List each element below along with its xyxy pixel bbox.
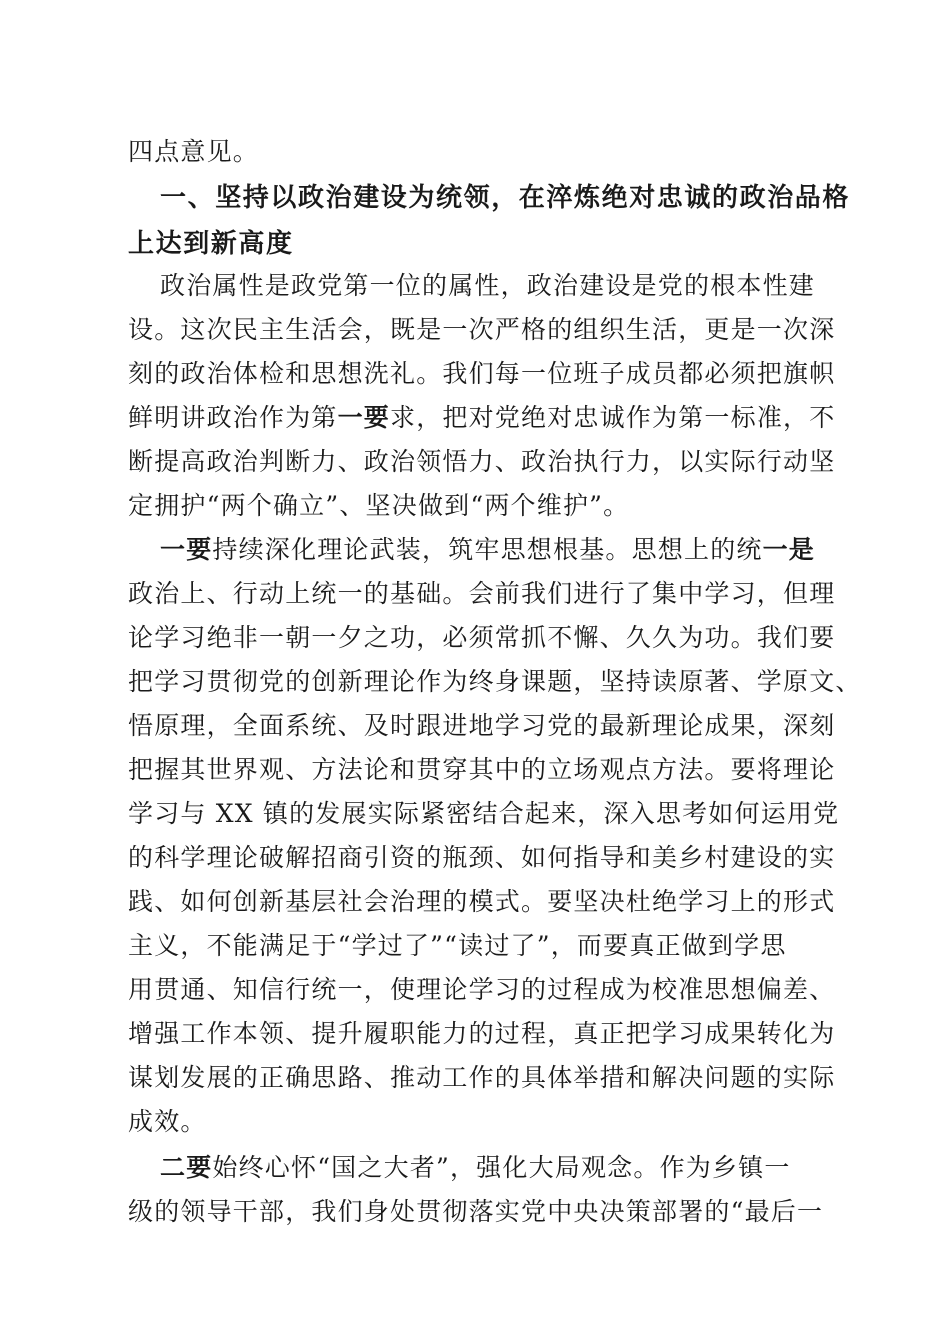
line-text: 断提高政治判断力、政治领悟力、政治执行力，以实际行动坚 — [128, 447, 836, 476]
line-text: 鲜明讲政治作为第 — [128, 403, 338, 432]
line-text: 持续深化理论武装，筑牢思想根基。思想上的统 — [212, 535, 763, 564]
body-line — [0, 662, 950, 702]
body-line — [0, 706, 950, 746]
bold-phrase: 一要 — [337, 403, 391, 432]
body-line — [0, 882, 950, 922]
body-line — [0, 530, 950, 570]
line-text: 学习与 XX 镇的发展实际紧密结合起来，深入思考如何运用党 — [128, 799, 840, 828]
body-line — [0, 398, 950, 438]
heading-text: 上达到新高度 — [128, 229, 294, 259]
body-line — [0, 838, 950, 878]
line-text: 践、如何创新基层社会治理的模式。要坚决杜绝学习上的形式 — [128, 887, 836, 916]
body-line — [0, 266, 950, 306]
body-line — [0, 970, 950, 1010]
line-text: 把学习贯彻党的创新理论作为终身课题，坚持读原著、学原文、 — [128, 667, 862, 696]
body-line — [0, 1148, 950, 1188]
line-text: 把握其世界观、方法论和贯穿其中的立场观点方法。要将理论 — [128, 755, 836, 784]
line-text: 的科学理论破解招商引资的瓶颈、如何指导和美乡村建设的实 — [128, 843, 836, 872]
body-line — [0, 1014, 950, 1054]
line-text: 政治上、行动上统一的基础。会前我们进行了集中学习，但理 — [128, 579, 836, 608]
line-text: 悟原理，全面系统、及时跟进地学习党的最新理论成果，深刻 — [128, 711, 836, 740]
line-text: 谋划发展的正确思路、推动工作的具体举措和解决问题的实际 — [128, 1063, 836, 1092]
body-line — [0, 1192, 950, 1232]
line-text: 定拥护“两个确立”、坚决做到“两个维护”。 — [128, 491, 630, 520]
line-text: 设。这次民主生活会，既是一次严格的组织生活，更是一次深 — [128, 315, 836, 344]
heading-text: 、坚持以政治建设为统领，在淬炼绝对忠诚的政治品格 — [187, 183, 851, 213]
heading-number: 一 — [160, 183, 188, 213]
body-line — [0, 310, 950, 350]
body-line — [0, 618, 950, 658]
line-text: 用贯通、知信行统一，使理论学习的过程成为校准思想偏差、 — [128, 975, 836, 1004]
line-text: 求，把对党绝对忠诚作为第一标准，不 — [390, 403, 836, 432]
line-text: 主义，不能满足于“学过了”“读过了”，而要真正做到学思 — [128, 931, 787, 960]
line-text: 增强工作本领、提升履职能力的过程，真正把学习成果转化为 — [128, 1019, 836, 1048]
line-text: 刻的政治体检和思想洗礼。我们每一位班子成员都必须把旗帜 — [128, 359, 836, 388]
body-line — [0, 486, 950, 526]
section-heading-continued — [0, 224, 950, 264]
body-line — [0, 794, 950, 834]
line-text: 论学习绝非一朝一夕之功，必须常抓不懈、久久为功。我们要 — [128, 623, 836, 652]
body-line — [0, 574, 950, 614]
bold-phrase: 二要 — [160, 1153, 213, 1182]
line-text: 政治属性是政党第一位的属性，政治建设是党的根本性建 — [160, 271, 816, 300]
bold-phrase: 一是 — [762, 535, 816, 564]
line-text: 始终心怀“国之大者”，强化大局观念。作为乡镇一 — [212, 1153, 791, 1182]
body-line — [0, 926, 950, 966]
section-heading — [0, 178, 950, 218]
body-line — [0, 750, 950, 790]
line-text: 级的领导干部，我们身处贯彻落实党中央决策部署的“最后一 — [128, 1197, 824, 1226]
bold-phrase: 一要 — [160, 535, 213, 564]
line-text: 成效。 — [128, 1107, 207, 1136]
body-line — [0, 354, 950, 394]
body-line — [0, 442, 950, 482]
body-line — [0, 1102, 950, 1142]
body-line — [0, 132, 950, 172]
line-text: 四点意见。 — [128, 137, 260, 166]
body-line — [0, 1058, 950, 1098]
